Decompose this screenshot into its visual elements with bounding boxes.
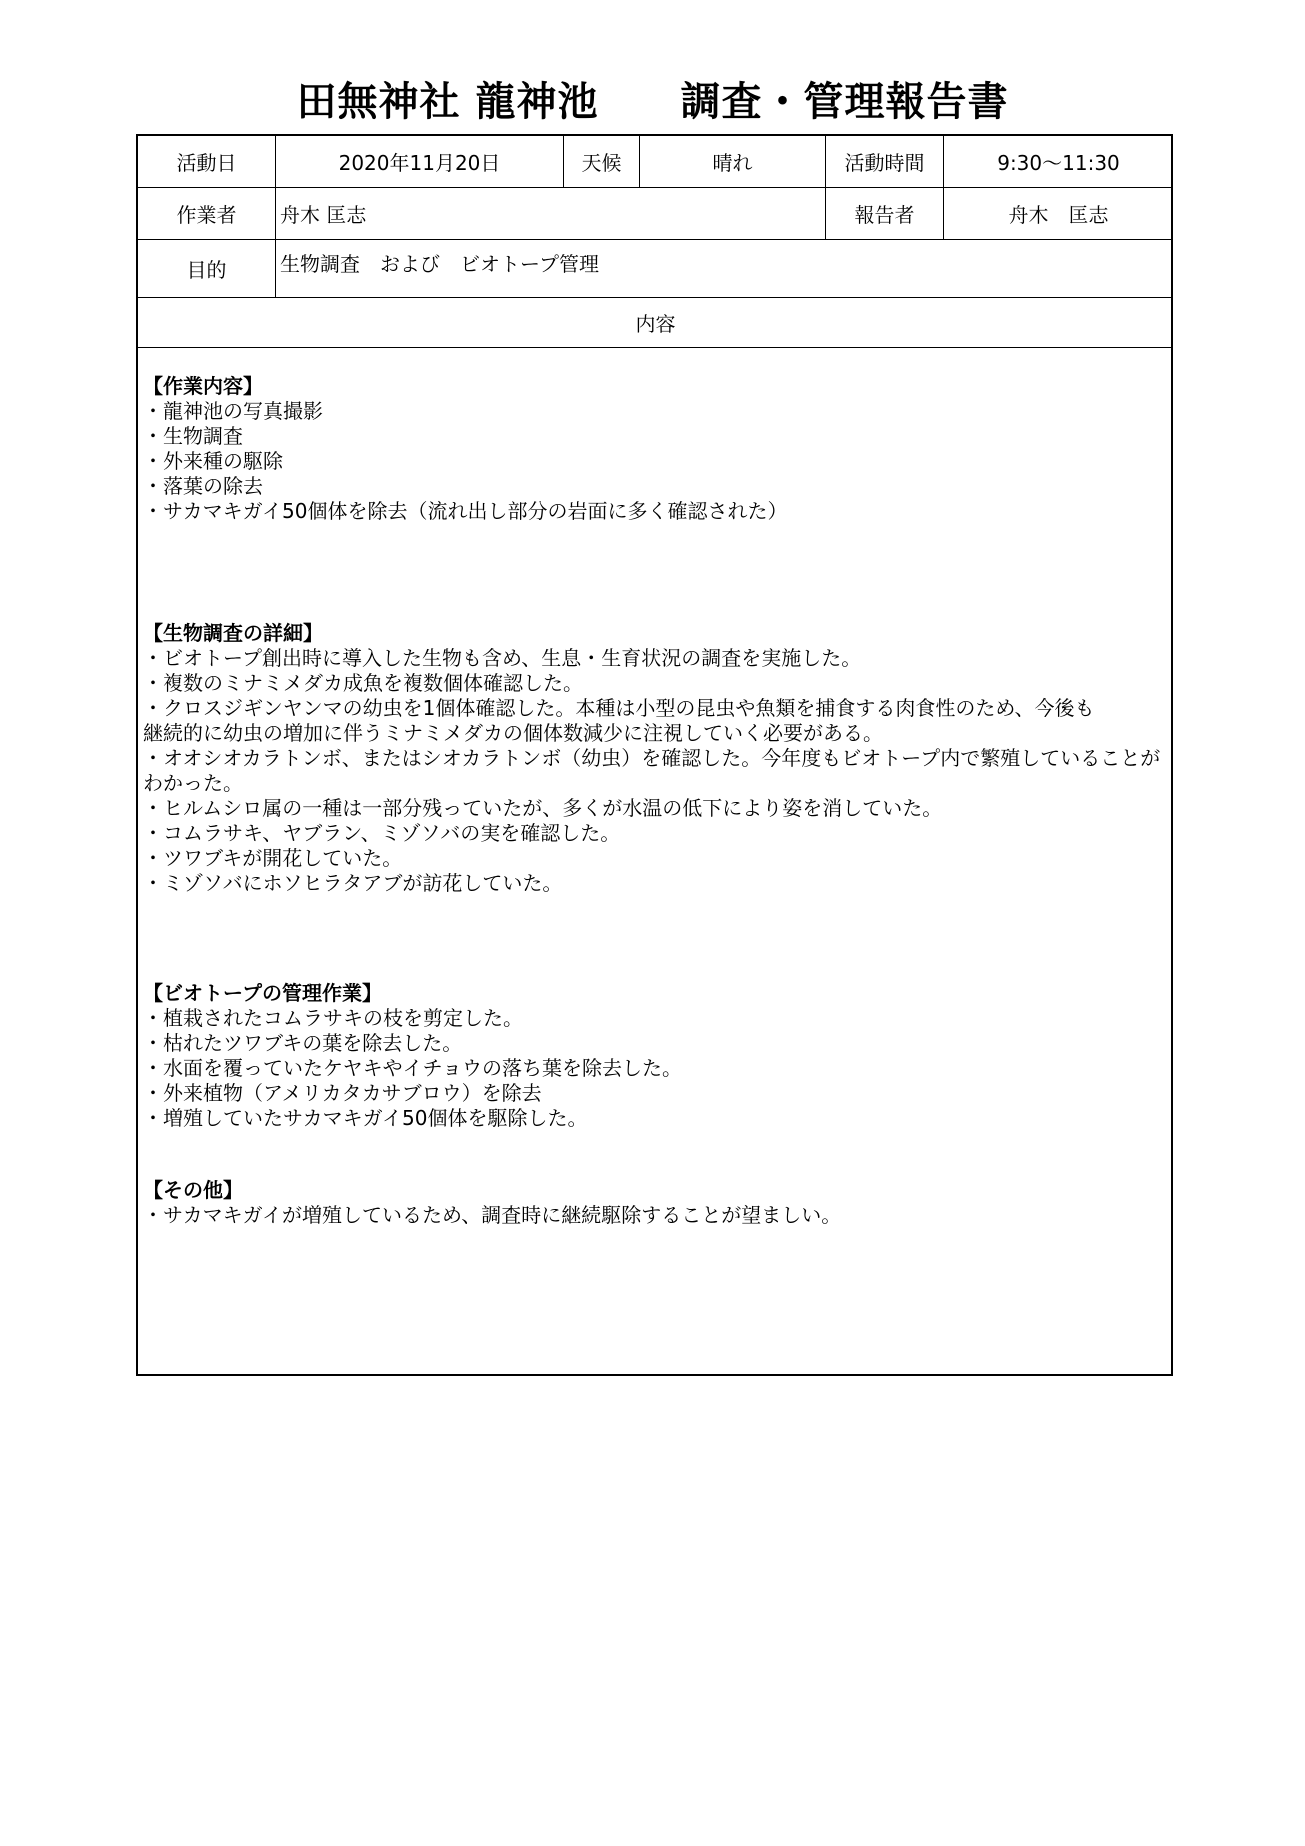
- reporter-value: 舟木 匡志: [1008, 203, 1109, 227]
- list-item: ・枯れたツワブキの葉を除去した。: [143, 1031, 463, 1055]
- row-content-header: [138, 298, 1171, 348]
- activity-time-label: 活動時間: [826, 136, 944, 187]
- list-item: ・コムラサキ、ヤブラン、ミゾソバの実を確認した。: [143, 821, 621, 845]
- weather-label: 天候: [564, 136, 640, 187]
- section-survey-details: [143, 621, 1163, 896]
- list-item: ・外来植物（アメリカタカサブロウ）を除去: [143, 1081, 542, 1105]
- weather-value: 晴れ: [640, 136, 826, 187]
- row-worker-reporter: [138, 188, 1171, 240]
- purpose-label: 目的: [138, 240, 276, 297]
- list-item: わかった。: [143, 771, 243, 795]
- list-item: ・増殖していたサカマキガイ50個体を駆除した。: [143, 1106, 588, 1130]
- reporter-label: 報告者: [826, 188, 944, 239]
- list-item: ・ツワブキが開花していた。: [143, 846, 403, 870]
- section-biotope-management: [143, 981, 1163, 1131]
- activity-time-value: 9:30〜11:30: [997, 151, 1120, 175]
- list-item: ・植栽されたコムラサキの枝を剪定した。: [143, 1006, 523, 1030]
- report-title: 田無神社 龍神池 調査・管理報告書: [296, 79, 1009, 125]
- content-label: 内容: [635, 312, 676, 336]
- list-item: 継続的に幼虫の増加に伴うミナミメダカの個体数減少に注視していく必要がある。: [143, 721, 883, 745]
- worker-label: 作業者: [138, 188, 276, 239]
- worker-value: 舟木 匡志: [276, 188, 826, 239]
- section-heading: 【その他】: [143, 1178, 243, 1202]
- list-item: ・サカマキガイ50個体を除去（流れ出し部分の岩面に多く確認された）: [143, 499, 788, 523]
- list-item: ・サカマキガイが増殖しているため、調査時に継続駆除することが望ましい。: [143, 1203, 842, 1227]
- list-item: ・龍神池の写真撮影: [143, 399, 323, 423]
- list-item: ・ヒルムシロ属の一種は一部分残っていたが、多くが水温の低下により姿を消していた。: [143, 796, 943, 820]
- purpose-value: 生物調査 および ビオトープ管理: [280, 252, 599, 276]
- list-item: ・ビオトープ創出時に導入した生物も含め、生息・生育状況の調査を実施した。: [143, 646, 862, 670]
- section-heading: 【ビオトープの管理作業】: [143, 981, 382, 1005]
- list-item: ・落葉の除去: [143, 474, 263, 498]
- section-heading: 【作業内容】: [143, 374, 263, 398]
- list-item: ・生物調査: [143, 424, 243, 448]
- report-form: [136, 134, 1173, 1376]
- list-item: ・水面を覆っていたケヤキやイチョウの落ち葉を除去した。: [143, 1056, 682, 1080]
- list-item: ・ミゾソバにホソヒラタアブが訪花していた。: [143, 871, 563, 895]
- list-item: ・クロスジギンヤンマの幼虫を1個体確認した。本種は小型の昆虫や魚類を捕食する肉食性のため、今後も: [143, 696, 1095, 720]
- row-date-weather-time: [138, 136, 1171, 188]
- section-other: [143, 1178, 1163, 1228]
- list-item: ・外来種の駆除: [143, 449, 283, 473]
- activity-date-label: 活動日: [138, 136, 276, 187]
- list-item: ・複数のミナミメダカ成魚を複数個体確認した。: [143, 671, 583, 695]
- list-item: ・オオシオカラトンボ、またはシオカラトンボ（幼虫）を確認した。今年度もビオトープ内で繁殖していることが: [143, 746, 1161, 770]
- activity-date-value: 2020年11月20日: [276, 136, 564, 187]
- section-work-content: [143, 374, 1163, 524]
- content-body: [143, 374, 1163, 1228]
- row-purpose: [138, 240, 1171, 298]
- section-heading: 【生物調査の詳細】: [143, 621, 323, 645]
